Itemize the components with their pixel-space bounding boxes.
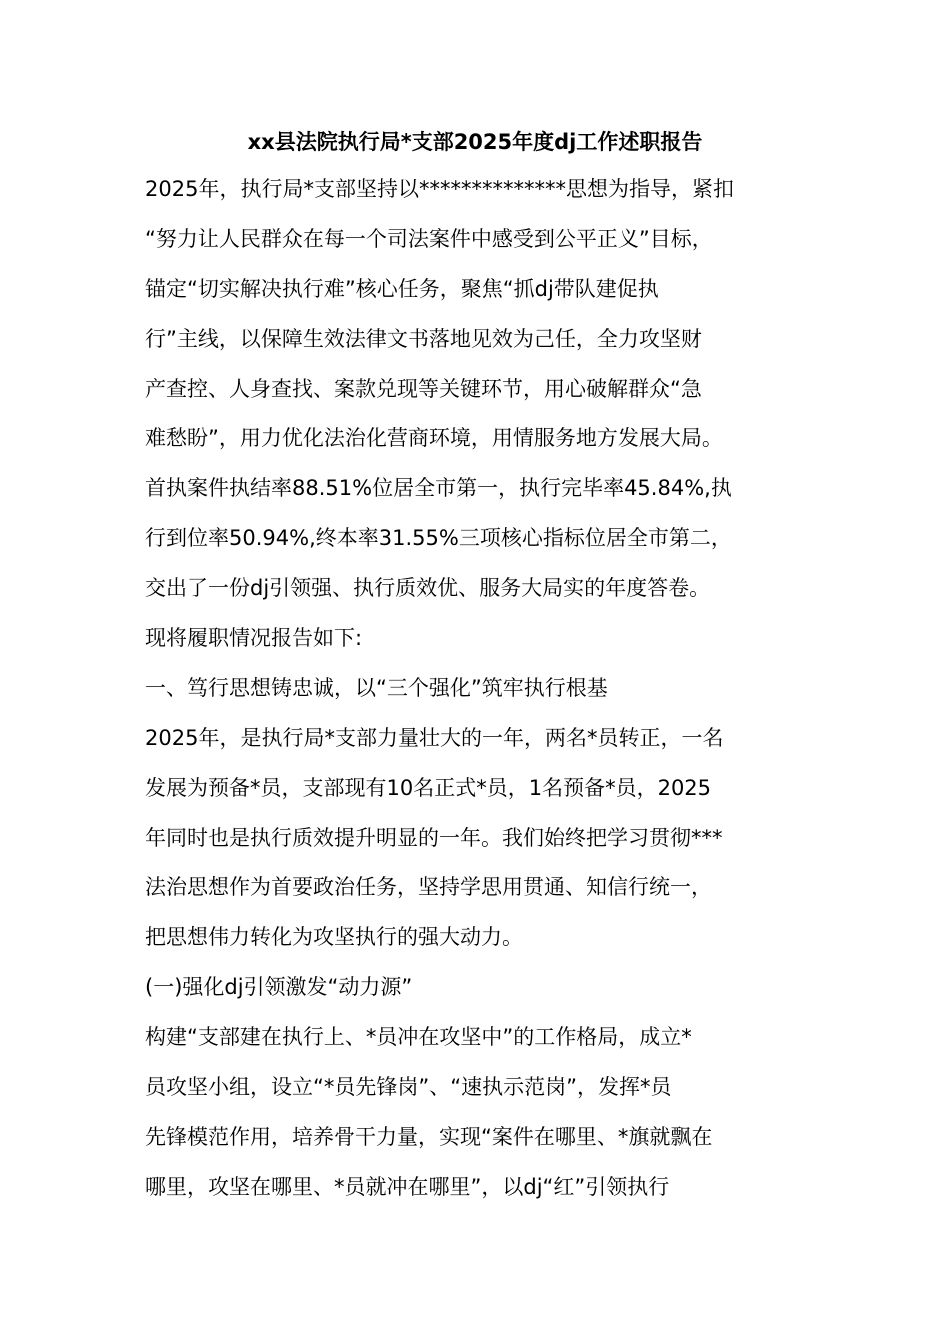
text-line: 交出了一份dj引领强、执行质效优、服务大局实的年度答卷。 bbox=[145, 576, 711, 601]
document-title: xx县法院执行局*支部2025年度dj工作述职报告 bbox=[247, 130, 703, 154]
text-line: 难愁盼”，用力优化法治化营商环境，用情服务地方发展大局。 bbox=[145, 426, 723, 451]
text-line: 行到位率50.94%,终本率31.55%三项核心指标位居全市第二， bbox=[145, 526, 732, 551]
text-line: 锚定“切实解决执行难”核心任务，聚焦“抓dj带队建促执 bbox=[145, 276, 659, 301]
text-line: 构建“支部建在执行上、*员冲在攻坚中”的工作格局，成立* bbox=[145, 1025, 692, 1050]
text-line: (一)强化dj引领激发“动力源” bbox=[145, 975, 413, 1000]
text-line: 年同时也是执行质效提升明显的一年。我们始终把学习贯彻*** bbox=[145, 825, 723, 850]
text-line: 一、笃行思想铸忠诚，以“三个强化”筑牢执行根基 bbox=[145, 675, 608, 700]
text-line: 首执案件执结率88.51%位居全市第一，执行完毕率45.84%,执 bbox=[145, 476, 732, 501]
text-line: 发展为预备*员，支部现有10名正式*员，1名预备*员，2025 bbox=[145, 775, 712, 800]
document-body bbox=[145, 165, 815, 1213]
text-line: 行”主线，以保障生效法律文书落地见效为己任，全力攻坚财 bbox=[145, 326, 702, 351]
text-line: 产查控、人身查找、案款兑现等关键环节，用心破解群众“急 bbox=[145, 376, 702, 401]
text-line: 2025年，执行局*支部坚持以**************思想为指导，紧扣 bbox=[145, 177, 734, 201]
text-line: 先锋模范作用，培养骨干力量，实现“案件在哪里、*旗就飘在 bbox=[145, 1124, 713, 1149]
text-line: 哪里，攻坚在哪里、*员就冲在哪里”，以dj“红”引领执行 bbox=[145, 1174, 670, 1199]
text-line: 现将履职情况报告如下: bbox=[145, 626, 363, 651]
text-line: 2025年，是执行局*支部力量壮大的一年，两名*员转正，一名 bbox=[145, 725, 724, 750]
text-line: “努力让人民群众在每一个司法案件中感受到公平正义”目标， bbox=[145, 226, 713, 251]
text-line: 把思想伟力转化为攻坚执行的强大动力。 bbox=[145, 925, 523, 950]
text-line: 法治思想作为首要政治任务，坚持学思用贯通、知信行统一， bbox=[145, 875, 712, 900]
text-line: 员攻坚小组，设立“*员先锋岗”、“速执示范岗”，发挥*员 bbox=[145, 1075, 672, 1100]
